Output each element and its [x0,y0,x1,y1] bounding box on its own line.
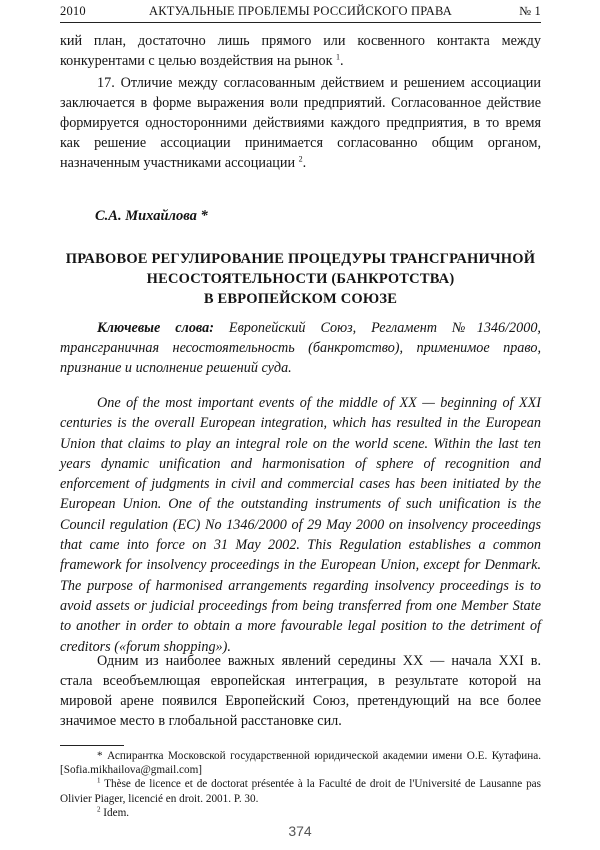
continuation-text: кий план, достаточно лишь прямого или косвенного контакта между конкурентами с целью воздействия на рынок [60,33,541,69]
footnote-2-mark: 2 [97,805,101,814]
article-title [60,249,541,309]
footnote-1 [60,777,541,805]
paragraph-17-text: 17. Отличие между согласованным действием и решением ассоциации заключается в форме выражения воли предприятий. Согласованное действие формируется односторонними действиями каждого предприятия, в то время как решение ассоциации принимается согласованно общим органом, назначенным участниками ассоциации [60,75,541,171]
english-abstract: One of the most important events of the middle of XX — beginning of XXI centuries is the overall European integration, which has resulted in the European Union that claims to play an integral role on the world scene. Within the last ten years dynamic unification and harmonisation of sphere of recognition and enforcement of judgments in civil and commercial cases has been initiated by the European Union. One of the outstanding instruments of such unification is the Council regulation (EC) No 1346/2000 of 29 May 2000 on insolvency proceedings that came into force on 31 May 2002. This Regulation establishes a common framework for insolvency proceedings in the European Union, except for Denmark. The purpose of harmonised arrangements regarding insolvency proceedings is to avoid assets or judicial proceedings from being transferred from one Member State to another in order to obtain a more favourable legal position to the detriment of creditors («forum shopping»). [60,395,541,655]
header-issue-number: № 1 [519,4,541,18]
running-header [60,4,541,22]
footnote-1-mark: 1 [97,776,101,785]
paragraph-17-end: . [302,155,307,171]
continuation-paragraph [60,31,541,71]
header-journal-title: АКТУАЛЬНЫЕ ПРОБЛЕМЫ РОССИЙСКОГО ПРАВА [149,4,452,18]
article-author: С.А. Михайлова * [95,208,208,224]
keywords-text: Европейский Союз, Регламент №1346/2000, трансграничная несостоятельность (банкротство), применимое право, признание и исполнение решений суда. [60,320,541,376]
footnotes [60,749,541,820]
footnote-ref-1: 1 [336,52,341,62]
body-paragraph: Одним из наиболее важных явлений середины XX — начала XXI в. стала всеобъемлющая европейская интеграция, в результате которой на мировой арене появился Европейский Союз, претендующий на все более значимое место в глобальной расстановке сил. [60,653,541,729]
footnote-ref-2: 2 [298,154,303,164]
article-title-line: ПРАВОВОЕ РЕГУЛИРОВАНИЕ ПРОЦЕДУРЫ ТРАНСГРАНИЧНОЙ [65,251,536,267]
header-rule [60,22,541,23]
header-year: 2010 [60,4,86,18]
continuation-end: . [340,53,344,69]
page-number: 374 [288,823,312,839]
keywords-paragraph [60,318,541,378]
keywords-label: Ключевые слова: [97,320,214,336]
article-title-line: НЕСОСТОЯТЕЛЬНОСТИ (БАНКРОТСТВА) [146,271,455,287]
footnote-1-text: Thèse de licence et de doctorat présentée à la Faculté de droit de l'Université de Lausanne pas Olivier Piager, licencié en droit. 2001. P. 30. [60,778,541,805]
footnote-2-text: Idem. [100,806,130,819]
footnote-rule [60,745,124,746]
paragraph-17 [60,73,541,173]
article-title-line: В ЕВРОПЕЙСКОМ СОЮЗЕ [203,291,398,307]
footnote-2 [60,806,541,820]
footnote-author: * Аспирантка Московской государственной юридической академии имени О.Е. Кутафина.[Sofia.mikhailova@gmail.com] [60,750,541,777]
